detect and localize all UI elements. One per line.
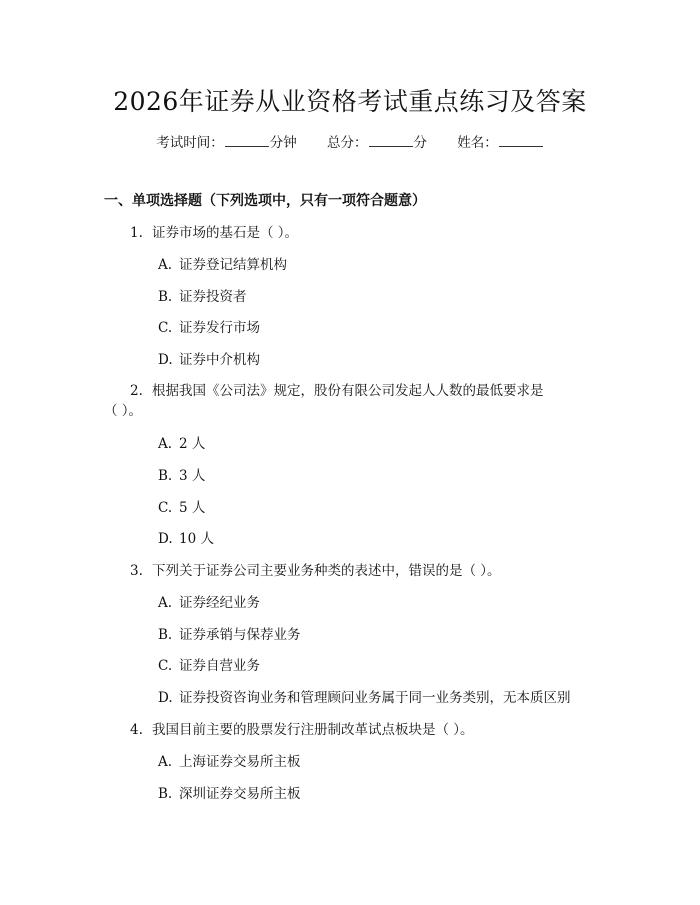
option-text: 证券投资咨询业务和管理顾问业务属于同一业务类别，无本质区别 [179, 690, 571, 706]
total-score-unit: 分 [413, 135, 427, 151]
question-number: 4. [130, 722, 143, 738]
question-3 [104, 561, 584, 582]
option-3c [158, 656, 260, 677]
option-letter: A. [158, 257, 173, 273]
option-2c [158, 498, 205, 519]
option-letter: C. [158, 658, 173, 674]
option-1c [158, 318, 260, 339]
question-2 [104, 381, 584, 402]
option-letter: B. [158, 627, 173, 643]
question-number: 2. [130, 383, 143, 399]
name-blank [499, 134, 543, 147]
option-text: 5 人 [179, 500, 206, 516]
option-text: 证券投资者 [179, 289, 247, 305]
page-title: 2026年证券从业资格考试重点练习及答案 [113, 87, 587, 116]
option-letter: C. [158, 500, 173, 516]
option-text: 证券经纪业务 [179, 595, 260, 611]
section-heading: 一、单项选择题（下列选项中，只有一项符合题意） [104, 193, 426, 209]
total-score-field [327, 131, 427, 151]
exam-meta-row [0, 131, 700, 151]
option-3b [158, 625, 301, 646]
question-text: 下列关于证券公司主要业务种类的表述中，错误的是（ ）。 [152, 563, 501, 579]
option-text: 上海证券交易所主板 [179, 754, 301, 770]
question-text: 证券市场的基石是（ ）。 [152, 225, 299, 241]
option-text: 证券登记结算机构 [179, 257, 287, 273]
option-1b [158, 287, 247, 308]
option-letter: B. [158, 786, 173, 802]
option-4a [158, 752, 301, 773]
option-3d [158, 688, 571, 709]
question-text: 根据我国《公司法》规定，股份有限公司发起人人数的最低要求是 [152, 383, 544, 399]
exam-time-label: 考试时间： [156, 135, 224, 151]
option-letter: C. [158, 320, 173, 336]
option-letter: D. [158, 531, 173, 547]
question-number: 1. [130, 225, 143, 241]
question-4 [104, 720, 584, 741]
option-2d [158, 529, 214, 550]
name-label: 姓名： [457, 135, 498, 151]
total-score-label: 总分： [327, 135, 368, 151]
option-letter: A. [158, 754, 173, 770]
option-2a [158, 434, 205, 455]
option-1d [158, 350, 260, 371]
option-text: 证券中介机构 [179, 352, 260, 368]
option-letter: D. [158, 352, 173, 368]
option-letter: A. [158, 436, 173, 452]
option-text: 深圳证券交易所主板 [179, 786, 301, 802]
question-text: 我国目前主要的股票发行注册制改革试点板块是（ ）。 [152, 722, 474, 738]
option-3a [158, 593, 260, 614]
option-4b [158, 784, 301, 805]
exam-time-unit: 分钟 [269, 135, 297, 151]
option-1a [158, 255, 287, 276]
option-letter: B. [158, 468, 173, 484]
option-text: 证券自营业务 [179, 658, 260, 674]
question-2-continued: （ ）。 [104, 403, 143, 419]
option-text: 证券承销与保荐业务 [179, 627, 301, 643]
total-score-blank [369, 134, 413, 147]
option-text: 证券发行市场 [179, 320, 260, 336]
option-letter: B. [158, 289, 173, 305]
question-number: 3. [130, 563, 143, 579]
name-field [457, 131, 544, 151]
option-letter: A. [158, 595, 173, 611]
option-2b [158, 466, 205, 487]
option-text: 2 人 [179, 436, 206, 452]
option-text: 3 人 [179, 468, 206, 484]
option-letter: D. [158, 690, 173, 706]
question-1 [104, 223, 584, 244]
option-text: 10 人 [179, 531, 214, 547]
exam-time-field [156, 131, 297, 151]
exam-time-blank [225, 134, 269, 147]
